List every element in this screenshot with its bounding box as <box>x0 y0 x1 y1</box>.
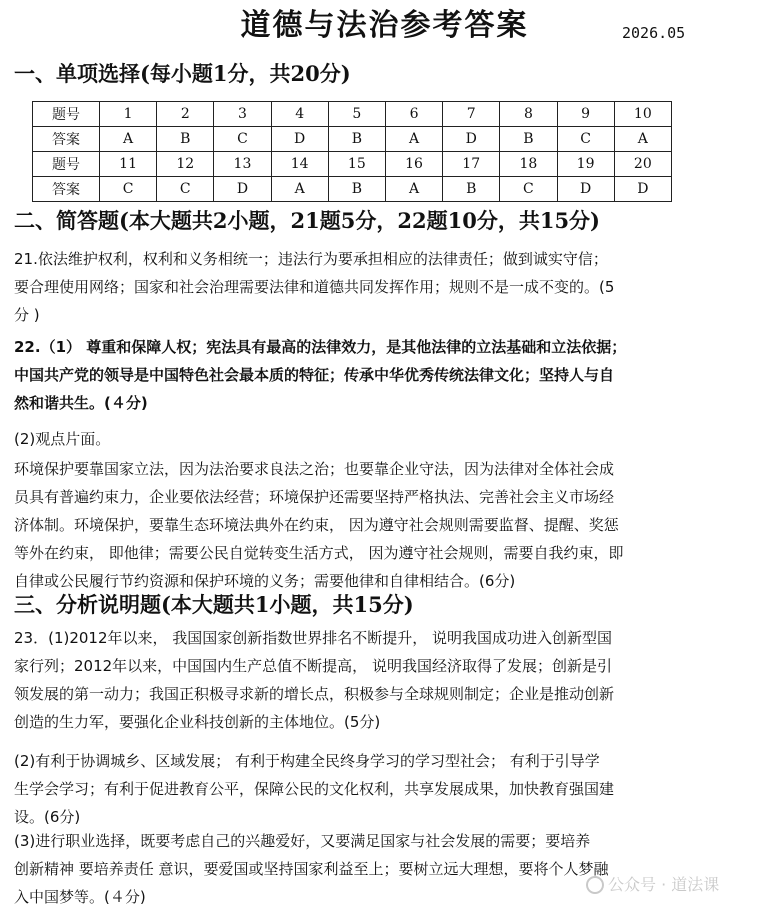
table-cell: 4 <box>271 102 328 127</box>
table-header-cell: 题号 <box>33 102 100 127</box>
table-cell: B <box>157 127 214 152</box>
answer-line: 入中国梦等。(４分) <box>14 888 146 906</box>
table-cell: C <box>500 177 557 202</box>
table-header-cell: 题号 <box>33 152 100 177</box>
table-cell: 18 <box>500 152 557 177</box>
table-cell: A <box>385 127 442 152</box>
answer-line: 创造的生力军，要强化企业科技创新的主体地位。(5分) <box>14 713 381 731</box>
answer-22-part-2-label <box>14 425 736 453</box>
table-cell: 20 <box>614 152 671 177</box>
answer-line: 济体制。环境保护，要靠生态环境法典外在约束， 因为遵守社会规则需要监督、提醒、奖惩 <box>14 516 619 534</box>
section-heading-2: 二、简答题(本大题共2小题，21题5分，22题10分，共15分) <box>14 208 600 233</box>
answer-line: (3)进行职业选择，既要考虑自己的兴趣爱好，又要满足国家与社会发展的需要；要培养 <box>14 832 591 850</box>
table-cell: D <box>214 177 271 202</box>
answer-21 <box>14 245 736 329</box>
table-cell: 6 <box>385 102 442 127</box>
table-cell: D <box>614 177 671 202</box>
section-heading-3: 三、分析说明题(本大题共1小题，共15分) <box>14 592 414 617</box>
answer-line: (2)有利于协调城乡、区域发展； 有利于构建全民终身学习的学习型社会； 有利于引导学 <box>14 752 600 770</box>
table-cell: C <box>157 177 214 202</box>
page-title: 道德与法治参考答案 <box>240 8 529 43</box>
answer-table <box>32 101 672 202</box>
document-date: 2026.05 <box>622 24 686 42</box>
answer-line: 设。(6分) <box>14 808 81 826</box>
table-cell: 10 <box>614 102 671 127</box>
answer-23-part-1 <box>14 624 736 736</box>
table-header-cell: 答案 <box>33 127 100 152</box>
table-cell: B <box>328 177 385 202</box>
table-cell: 7 <box>443 102 500 127</box>
table-row <box>33 177 672 202</box>
answer-line: 要合理使用网络；国家和社会治理需要法律和道德共同发挥作用；规则不是一成不变的。(5 <box>14 278 615 296</box>
answer-line: 然和谐共生。(４分) <box>14 394 148 412</box>
table-cell: 17 <box>443 152 500 177</box>
table-cell: 11 <box>100 152 157 177</box>
table-cell: 14 <box>271 152 328 177</box>
watermark-text: 公众号 · 道法课 <box>608 875 720 894</box>
table-cell: 3 <box>214 102 271 127</box>
table-cell: C <box>557 127 614 152</box>
table-cell: 15 <box>328 152 385 177</box>
answer-23-part-3 <box>14 827 736 911</box>
table-cell: B <box>328 127 385 152</box>
table-cell: 12 <box>157 152 214 177</box>
answer-line: 生学会学习；有利于促进教育公平，保障公民的文化权利，共享发展成果，加快教育强国建 <box>14 780 615 798</box>
answer-line: 21.依法维护权利，权利和义务相统一；违法行为要承担相应的法律责任；做到诚实守信； <box>14 250 608 268</box>
answer-line: 领发展的第一动力；我国正积极寻求新的增长点，积极参与全球规则制定；企业是推动创新 <box>14 685 615 703</box>
table-cell: 2 <box>157 102 214 127</box>
table-cell: 19 <box>557 152 614 177</box>
table-cell: 1 <box>100 102 157 127</box>
table-cell: 8 <box>500 102 557 127</box>
table-cell: A <box>100 127 157 152</box>
table-row <box>33 127 672 152</box>
table-header-cell: 答案 <box>33 177 100 202</box>
answer-line: 22.（1） 尊重和保障人权；宪法具有最高的法律效力，是其他法律的立法基础和立法依据； <box>14 338 627 356</box>
answer-line: 家行列；2012年以来，中国国内生产总值不断提高， 说明我国经济取得了发展；创新是引 <box>14 657 612 675</box>
table-cell: C <box>100 177 157 202</box>
answer-line: 自律或公民履行节约资源和保护环境的义务；需要他律和自律相结合。(6分) <box>14 572 516 590</box>
answer-line: 中国共产党的领导是中国特色社会最本质的特征；传承中华优秀传统法律文化；坚持人与自 <box>14 366 615 384</box>
table-cell: A <box>271 177 328 202</box>
answer-line: (2)观点片面。 <box>14 430 111 448</box>
section-heading-1: 一、单项选择(每小题1分，共20分) <box>14 61 351 86</box>
answer-22-part-1 <box>14 333 736 417</box>
table-cell: D <box>271 127 328 152</box>
table-row <box>33 102 672 127</box>
answer-line: 环境保护要靠国家立法，因为法治要求良法之治；也要靠企业守法，因为法律对全体社会成 <box>14 460 615 478</box>
answer-22-part-2 <box>14 455 736 595</box>
answer-line: 创新精神 要培养责任 意识，要爱国或坚持国家利益至上；要树立远大理想，要将个人梦融 <box>14 860 609 878</box>
table-cell: D <box>557 177 614 202</box>
table-cell: 5 <box>328 102 385 127</box>
table-cell: 13 <box>214 152 271 177</box>
answer-line: 等外在约束， 即他律；需要公民自觉转变生活方式， 因为遵守社会规则，需要自我约束，即 <box>14 544 624 562</box>
table-cell: C <box>214 127 271 152</box>
table-cell: D <box>443 127 500 152</box>
table-cell: 16 <box>385 152 442 177</box>
table-cell: 9 <box>557 102 614 127</box>
table-row <box>33 152 672 177</box>
answer-line: 23．(1)2012年以来， 我国国家创新指数世界排名不断提升， 说明我国成功进入创新型国 <box>14 629 613 647</box>
answer-23-part-2 <box>14 747 736 831</box>
table-cell: B <box>500 127 557 152</box>
watermark <box>586 872 719 895</box>
answer-line: 分 ) <box>14 306 40 324</box>
table-cell: B <box>443 177 500 202</box>
table-cell: A <box>385 177 442 202</box>
wechat-icon <box>586 876 604 894</box>
answer-line: 员具有普遍约束力，企业要依法经营；环境保护还需要坚持严格执法、完善社会主义市场经 <box>14 488 615 506</box>
table-cell: A <box>614 127 671 152</box>
